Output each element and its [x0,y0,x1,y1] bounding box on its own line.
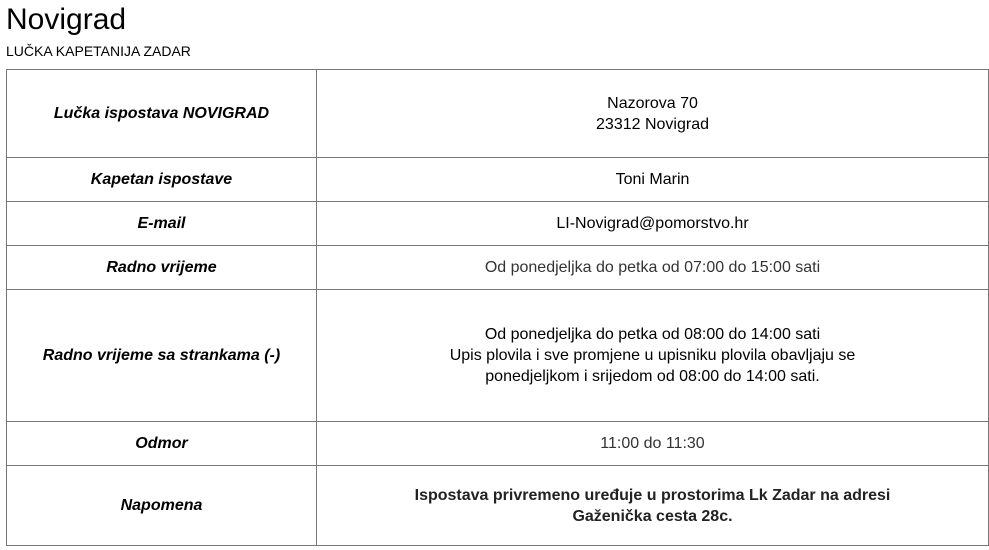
break-label: Odmor [7,422,317,466]
hours-label: Radno vrijeme [7,246,317,290]
table-row-note [7,466,989,546]
info-table [6,69,989,546]
client-hours-value [317,290,989,422]
client-hours-line-1: Od ponedjeljka do petka od 08:00 do 14:00 sati [484,326,821,343]
note-line-2: Gaženička cesta 28c. [572,507,733,525]
client-hours-label: Radno vrijeme sa strankama (-) [7,290,317,422]
address-city: 23312 Novigrad [596,115,709,133]
table-row-office [7,70,989,158]
hours-value: Od ponedjeljka do petka od 07:00 do 15:00 sati [317,246,989,290]
note-line-1: Ispostava privremeno uređuje u prostorima Lk Zadar na adresi [414,486,891,504]
client-hours-line-2: Upis plovila i sve promjene u upisniku plovila obavljaju se [449,347,856,364]
office-label: Lučka ispostava NOVIGRAD [7,70,317,158]
table-row-client-hours [7,290,989,422]
captain-label: Kapetan ispostave [7,158,317,202]
page-subtitle: LUČKA KAPETANIJA ZADAR [6,43,191,59]
table-row-break [7,422,989,466]
table-row-email [7,202,989,246]
note-label: Napomena [7,466,317,546]
table-row-hours [7,246,989,290]
table-row-captain [7,158,989,202]
address-street: Nazorova 70 [607,94,698,112]
break-value: 11:00 do 11:30 [317,422,989,466]
client-hours-line-3: ponedjeljkom i srijedom od 08:00 do 14:00 sati. [485,368,820,385]
page-title: Novigrad [6,3,127,36]
office-address [317,70,989,158]
email-label: E-mail [7,202,317,246]
email-value[interactable]: LI-Novigrad@pomorstvo.hr [317,202,989,246]
captain-name: Toni Marin [317,158,989,202]
note-value [317,466,989,546]
